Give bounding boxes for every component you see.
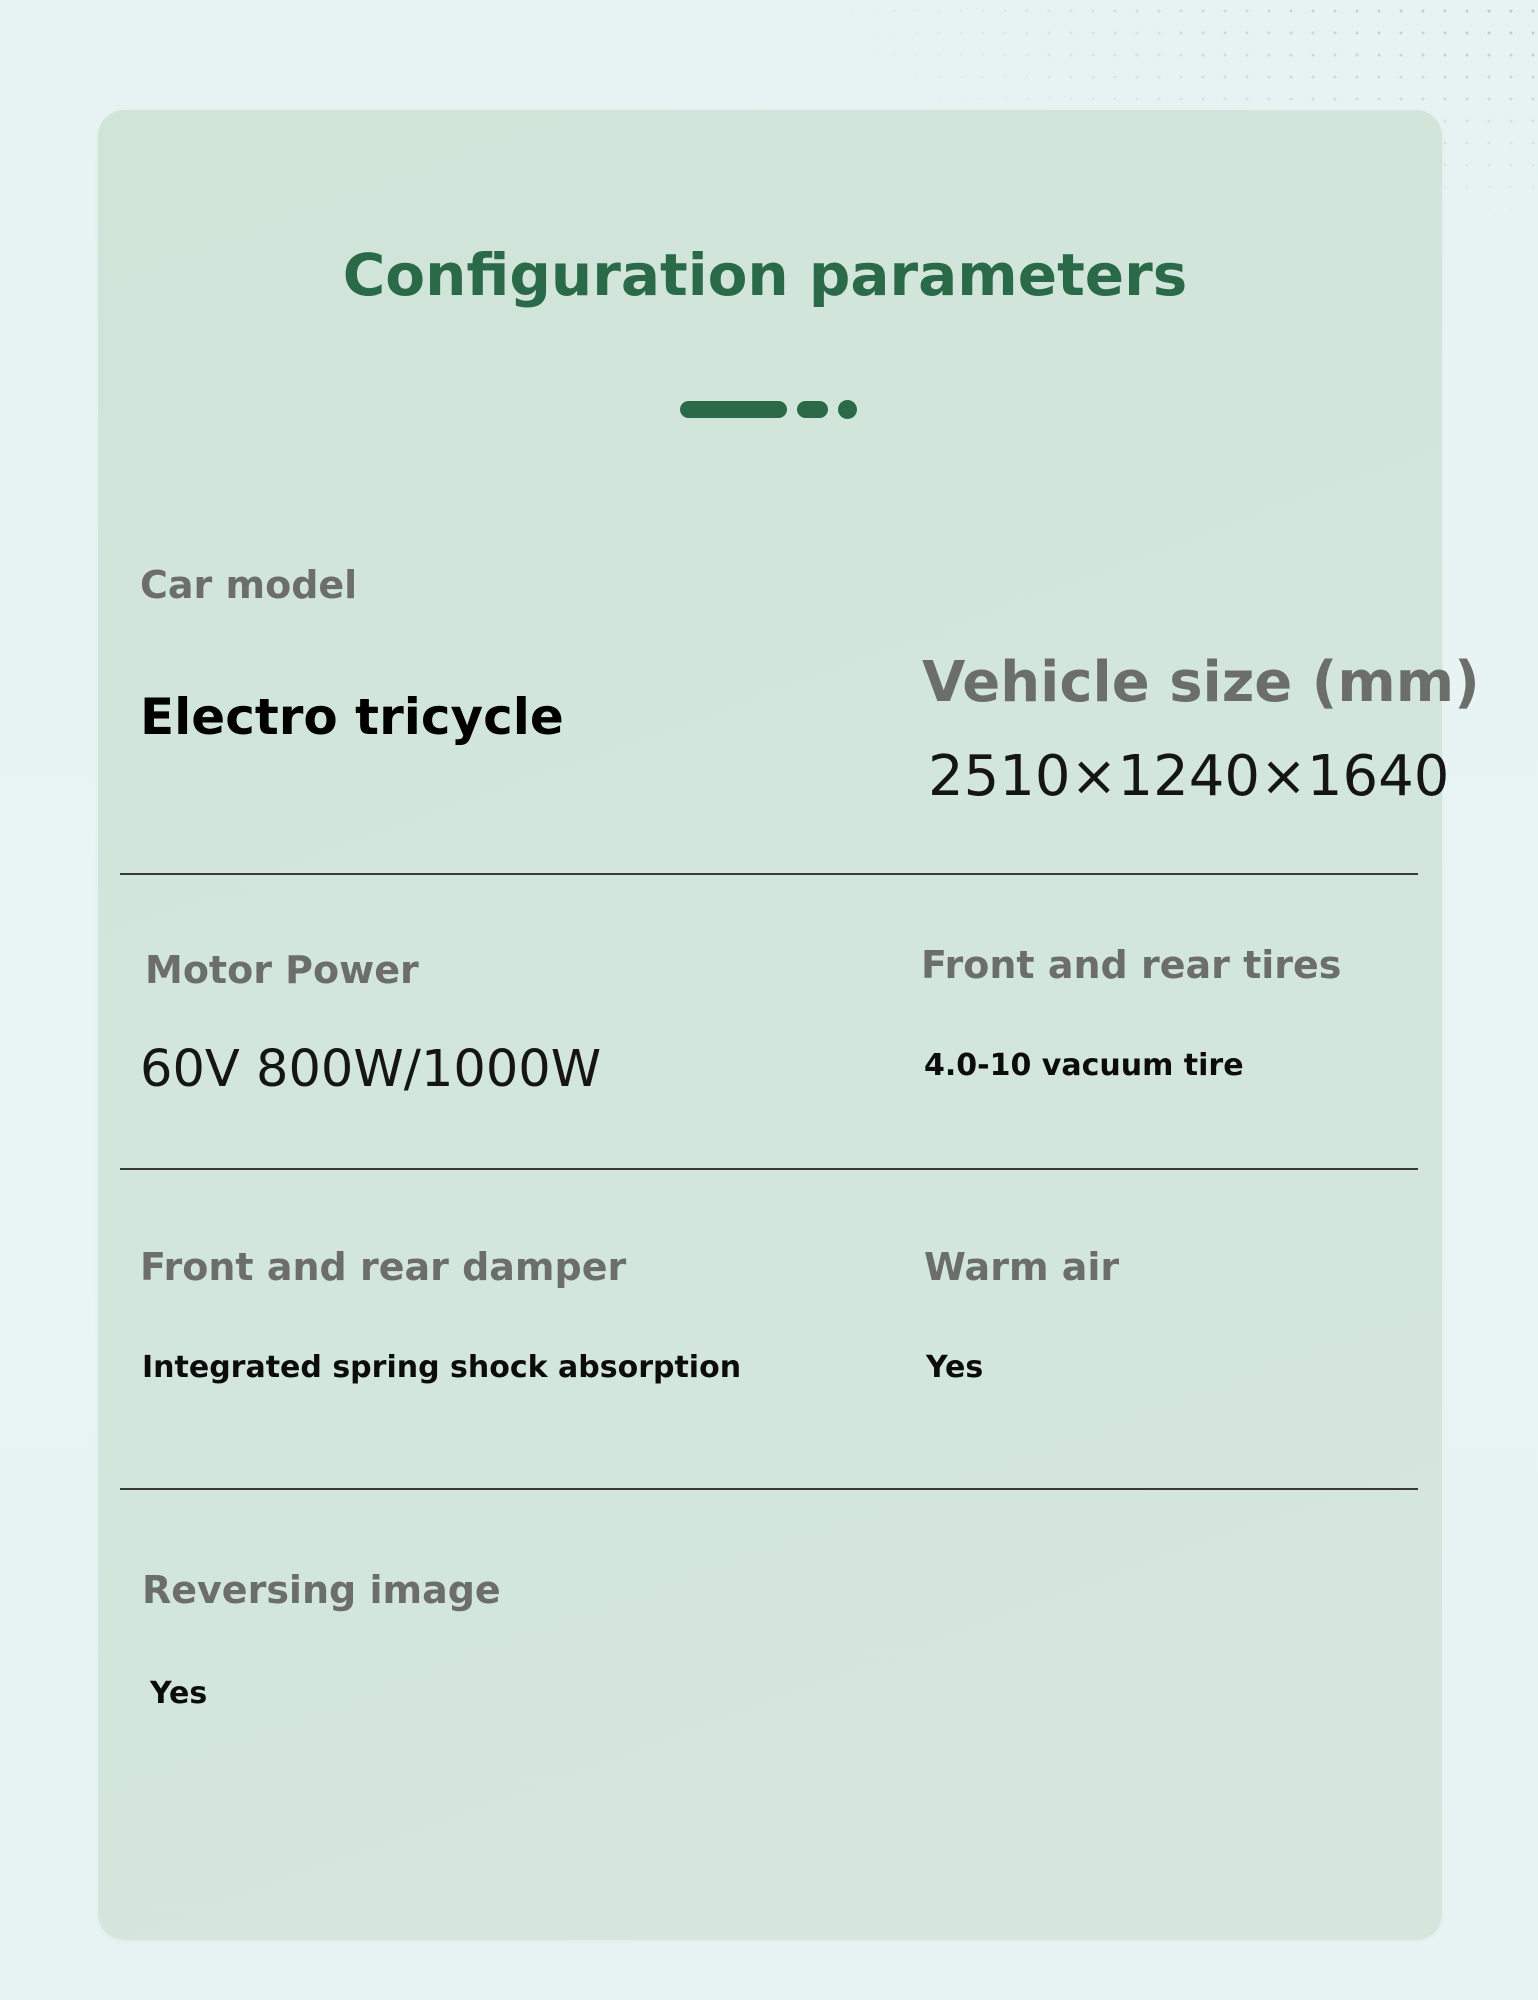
title-decoration-dash-short [797,401,828,418]
vehicle-size-label: Vehicle size (mm) [922,650,1480,715]
config-card [98,110,1442,1940]
row-divider [120,873,1418,875]
warm-air-value: Yes [926,1350,984,1385]
motor-power-label: Motor Power [145,948,419,992]
title-decoration-dash-long [680,401,787,418]
tires-value: 4.0-10 vacuum tire [924,1048,1244,1083]
row-divider [120,1168,1418,1170]
page-title: Configuration parameters [342,241,1188,309]
tires-label: Front and rear tires [921,943,1342,987]
damper-label: Front and rear damper [140,1245,627,1289]
warm-air-label: Warm air [924,1245,1120,1289]
damper-value: Integrated spring shock absorption [142,1350,742,1385]
motor-power-value: 60V 800W/1000W [140,1040,602,1099]
reversing-image-label: Reversing image [142,1568,501,1612]
car-model-value: Electro tricycle [140,688,564,746]
reversing-image-value: Yes [150,1676,208,1711]
vehicle-size-value: 2510×1240×1640 [928,744,1450,809]
title-decoration-dot [838,400,857,419]
car-model-label: Car model [140,563,358,607]
row-divider [120,1488,1418,1490]
